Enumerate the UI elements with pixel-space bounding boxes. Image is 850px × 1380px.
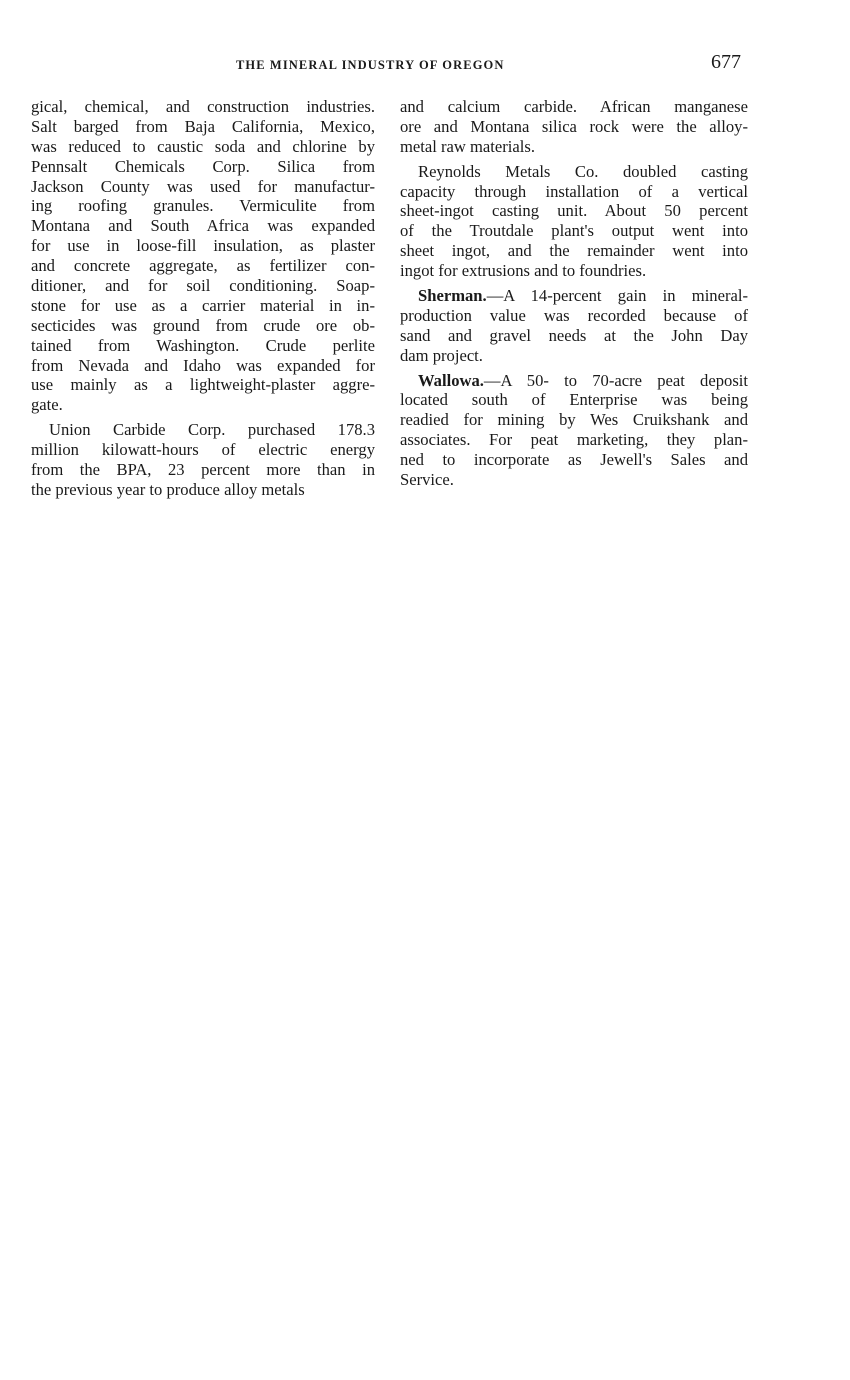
text-line — [400, 286, 748, 306]
text-line: readied for mining by Wes Cruikshank and — [400, 410, 748, 430]
running-title: THE MINERAL INDUSTRY OF OREGON — [236, 58, 505, 72]
line-text: —A 50- to 70-acre peat deposit — [483, 370, 748, 390]
section-heading: Wallowa. — [418, 370, 484, 390]
paragraph — [400, 97, 748, 157]
paragraph — [400, 286, 748, 366]
text-line: and concrete aggregate, as fertilizer con- — [31, 256, 375, 276]
text-line: Jackson County was used for manufactur- — [31, 176, 375, 196]
paragraph — [400, 371, 748, 490]
text-line: Pennsalt Chemicals Corp. Silica from — [31, 156, 375, 176]
text-line: Union Carbide Corp. purchased 178.3 — [49, 420, 375, 440]
running-head — [0, 51, 850, 78]
text-line: from Nevada and Idaho was expanded for — [31, 355, 375, 375]
text-line: ingot for extrusions and to foundries. — [400, 261, 647, 281]
text-line: sand and gravel needs at the John Day — [400, 325, 748, 345]
text-line: tained from Washington. Crude perlite — [31, 335, 375, 355]
paragraph — [400, 162, 748, 281]
text-line: dam project. — [400, 345, 483, 365]
text-line: ing roofing granules. Vermiculite from — [31, 196, 375, 216]
paragraph — [31, 420, 375, 500]
text-line: located south of Enterprise was being — [400, 390, 748, 410]
text-line: capacity through installation of a vertical — [400, 181, 748, 201]
text-line: gate. — [31, 395, 63, 415]
text-line: stone for use as a carrier material in in- — [31, 295, 375, 315]
text-line: and calcium carbide. African manganese — [400, 97, 748, 116]
text-line: Reynolds Metals Co. doubled casting — [418, 161, 748, 181]
text-line: ned to incorporate as Jewell's Sales and — [400, 450, 748, 470]
text-line: metal raw materials. — [400, 136, 535, 156]
text-line: Service. — [400, 470, 454, 490]
right-column — [400, 97, 748, 495]
section-heading: Sherman. — [418, 286, 487, 306]
line-text: —A 14-percent gain in mineral- — [486, 286, 748, 306]
text-line: of the Troutdale plant's output went into — [400, 221, 748, 241]
text-line: the previous year to produce alloy metals — [31, 479, 305, 499]
left-column — [31, 97, 375, 505]
paragraph — [31, 97, 375, 415]
text-line: was reduced to caustic soda and chlorine by — [31, 136, 375, 156]
text-line: associates. For peat marketing, they plan- — [400, 430, 748, 450]
text-line — [400, 371, 748, 391]
page-number: 677 — [711, 51, 741, 73]
text-line: gical, chemical, and construction industries. — [31, 97, 375, 116]
text-line: for use in loose-fill insulation, as plaster — [31, 236, 375, 256]
text-line: from the BPA, 23 percent more than in — [31, 460, 375, 480]
text-line: production value was recorded because of — [400, 305, 748, 325]
text-line: ore and Montana silica rock were the alloy- — [400, 116, 748, 136]
text-line: ditioner, and for soil conditioning. Soap- — [31, 276, 375, 296]
text-line: sheet ingot, and the remainder went into — [400, 241, 748, 261]
text-line: sheet-ingot casting unit. About 50 percent — [400, 201, 748, 221]
text-line: million kilowatt-hours of electric energy — [31, 440, 375, 460]
text-line: Montana and South Africa was expanded — [31, 216, 375, 236]
text-line: secticides was ground from crude ore ob- — [31, 315, 375, 335]
text-line: use mainly as a lightweight-plaster aggre- — [31, 375, 375, 395]
text-line: Salt barged from Baja California, Mexico, — [31, 116, 375, 136]
